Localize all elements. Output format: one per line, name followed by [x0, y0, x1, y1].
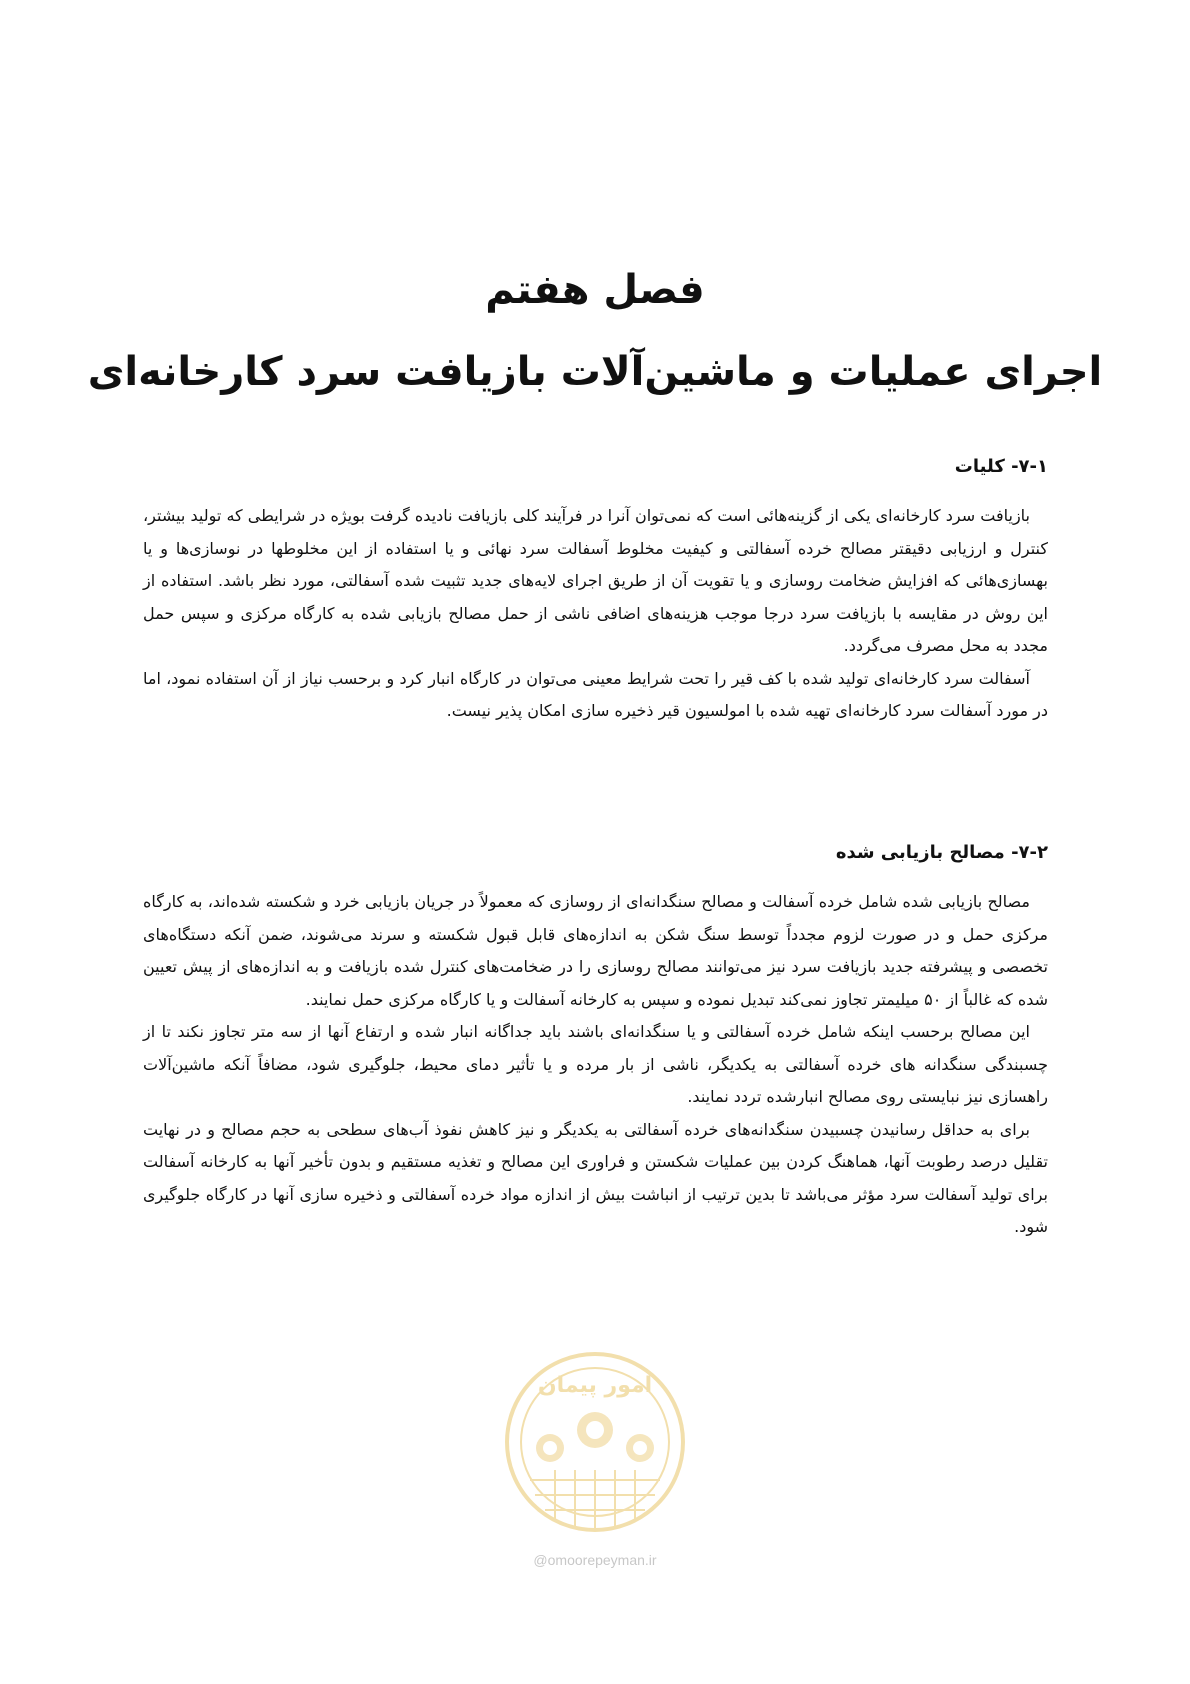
watermark — [480, 1330, 710, 1580]
watermark-logo-icon — [480, 1330, 710, 1545]
paragraph: مصالح بازیابی شده شامل خرده آسفالت و مصالح سنگدانه‌ای از روسازی که معمولاً در جریان بازیابی خرد و شکسته شده‌اند، به کارگاه مرکزی حمل و در صورت لزوم مجدداً توسط سنگ شکن به اندازه‌های قابل قبول شکسته و سرند می‌شوند، ضمن آنکه دستگاه‌های تخصصی و پیشرفته جدید بازیافت سرد نیز می‌توانند مصالح روسازی را در ضخامت‌های کنترل شده بازیافت و به اندازه‌های از پیش تعیین شده که غالباً از ۵۰ میلیمتر تجاوز نمی‌کند تبدیل نموده و سپس به کارخانه آسفالت و یا کارگاه مرکزی حمل نمایند. — [143, 892, 1048, 1009]
svg-text:امور پیمان: امور پیمان — [537, 1373, 653, 1398]
paragraph: آسفالت سرد کارخانه‌ای تولید شده با کف قیر را تحت شرایط معینی می‌توان در کارگاه انبار کرد و برحسب نیاز از آن استفاده نمود، اما در مورد آسفالت سرد کارخانه‌ای تهیه شده با امولسیون قیر ذخیره سازی امکان پذیر نیست. — [143, 668, 1048, 720]
section-general — [143, 452, 1048, 728]
paragraph: بازیافت سرد کارخانه‌ای یکی از گزینه‌هائی است که نمی‌توان آنرا در فرآیند کلی بازیافت نادیده گرفت بویژه در شرایطی که تولید بیشتر، کنترل و ارزیابی دقیقتر مصالح خرده آسفالتی و کیفیت مخلوط آسفالت سرد نهائی و یا استفاده از این مخلوطها در نوسازی‌ها و یا بهسازی‌هائی که افزایش ضخامت روسازی و یا تقویت آن از طریق اجرای لایه‌های جدید تثبیت شده آسفالتی، مورد نظر باشد. استفاده از این روش در مقایسه با بازیافت سرد درجا موجب هزینه‌های اضافی ناشی از حمل مصالح بازیابی شده به کارگاه مرکزی و سپس حمل مجدد به محل مصرف می‌گردد. — [143, 506, 1048, 655]
section-heading: ۷-۲- مصالح بازیابی شده — [835, 842, 1048, 863]
section-recycled-materials — [143, 838, 1048, 1244]
chapter-subtitle: اجرای عملیات و ماشین‌آلات بازیافت سرد کارخانه‌ای — [87, 349, 1103, 395]
paragraph: این مصالح برحسب اینکه شامل خرده آسفالتی و یا سنگدانه‌ای باشند باید جداگانه انبار شده و ارتفاع آنها از سه متر تجاوز نکند تا از چسبندگی سنگدانه های خرده آسفالتی به یکدیگر، ناشی از بار مرده و یا تأثیر دمای محیط، جلوگیری شود، مضافاً آنکه ماشین‌آلات راهسازی نیز نبایستی روی مصالح انبارشده تردد نمایند. — [143, 1022, 1048, 1106]
watermark-url: @omoorepeyman.ir — [533, 1552, 657, 1568]
chapter-title: فصل هفتم — [485, 267, 705, 313]
section-heading: ۷-۱- کلیات — [954, 456, 1048, 477]
paragraph: برای به حداقل رسانیدن چسبیدن سنگدانه‌های خرده آسفالتی به یکدیگر و نیز کاهش نفوذ آب‌های سطحی به حجم مصالح و در نهایت تقلیل درصد رطوبت آنها، هماهنگ کردن بین عملیات شکستن و فراوری این مصالح و تغذیه مستقیم و بدون تأخیر آنها به کارخانه آسفالت برای تولید آسفالت سرد مؤثر می‌باشد تا بدین ترتیب از انباشت بیش از اندازه مواد خرده آسفالتی و ذخیره سازی آنها در کارگاه جلوگیری شود. — [143, 1119, 1048, 1236]
